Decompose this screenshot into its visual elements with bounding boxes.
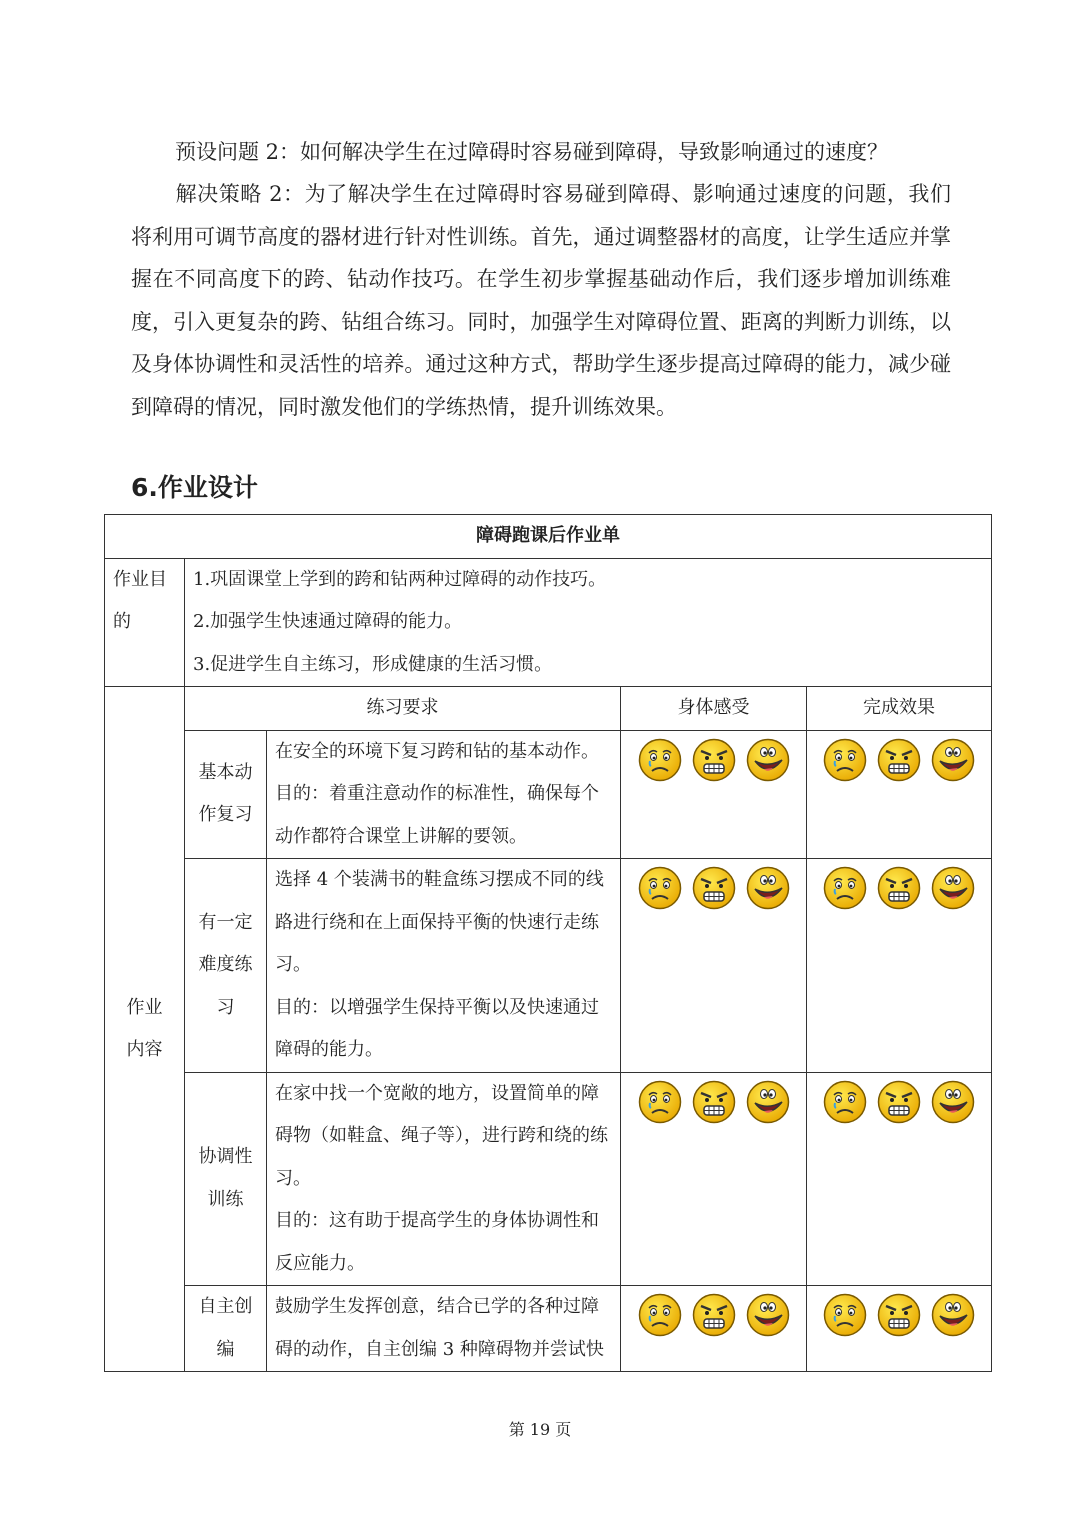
content-label: 作业内容 xyxy=(105,687,185,1372)
angry-face-icon[interactable] xyxy=(692,866,736,910)
exercise-name: 协调性训练 xyxy=(185,1072,267,1286)
purpose-list xyxy=(185,558,992,687)
strategy-2-paragraph: 解决策略 2：为了解决学生在过障碍时容易碰到障碍、影响通过速度的问题，我们将利用可调节高度的器材进行针对性训练。首先，通过调整器材的高度，让学生适应并掌握在不同高度下的跨、钻动作技巧。在学生初步掌握基础动作后，我们逐步增加训练难度，引入更复杂的跨、钻组合练习。同时，加强学生对障碍位置、距离的判断力训练，以及身体协调性和灵活性的培养。通过这种方式，帮助学生逐步提高过障碍的能力，减少碰到障碍的情况，同时激发他们的学练热情，提升训练效果。 xyxy=(131,182,951,419)
happy-face-icon[interactable] xyxy=(746,866,790,910)
header-requirements: 练习要求 xyxy=(185,687,621,731)
angry-face-icon[interactable] xyxy=(877,1080,921,1124)
homework-table xyxy=(104,514,992,1372)
angry-face-icon[interactable] xyxy=(692,1293,736,1337)
effect-faces xyxy=(807,859,992,1073)
angry-face-icon[interactable] xyxy=(877,1293,921,1337)
preset-question-2: 预设问题 2：如何解决学生在过障碍时容易碰到障碍，导致影响通过的速度？ xyxy=(175,140,889,164)
sad-face-icon[interactable] xyxy=(638,1293,682,1337)
exercise-desc: 鼓励学生发挥创意，结合已学的各种过障碍的动作，自主创编 3 种障碍物并尝试快 xyxy=(267,1286,621,1372)
happy-face-icon[interactable] xyxy=(746,1080,790,1124)
happy-face-icon[interactable] xyxy=(931,738,975,782)
purpose-label: 作业目的 xyxy=(105,558,185,687)
exercise-name: 有一定难度练习 xyxy=(185,859,267,1073)
exercise-name: 自主创编 xyxy=(185,1286,267,1372)
angry-face-icon[interactable] xyxy=(877,738,921,782)
sad-face-icon[interactable] xyxy=(638,738,682,782)
sad-face-icon[interactable] xyxy=(823,738,867,782)
purpose-item: 2.加强学生快速通过障碍的能力。 xyxy=(193,611,463,632)
exercise-desc: 在安全的环境下复习跨和钻的基本动作。 目的：着重注意动作的标准性，确保每个动作都符合课堂上讲解的要领。 xyxy=(267,730,621,859)
sad-face-icon[interactable] xyxy=(823,866,867,910)
sad-face-icon[interactable] xyxy=(823,1293,867,1337)
angry-face-icon[interactable] xyxy=(692,738,736,782)
happy-face-icon[interactable] xyxy=(931,866,975,910)
effect-faces xyxy=(807,730,992,859)
header-effect: 完成效果 xyxy=(807,687,992,731)
purpose-item: 3.促进学生自主练习，形成健康的生活习惯。 xyxy=(193,653,553,675)
sad-face-icon[interactable] xyxy=(638,1080,682,1124)
exercise-desc: 在家中找一个宽敞的地方，设置简单的障碍物（如鞋盒、绳子等），进行跨和绕的练习。 目的：这有助于提高学生的身体协调性和反应能力。 xyxy=(267,1072,621,1286)
purpose-item: 1.巩固课堂上学到的跨和钻两种过障碍的动作技巧。 xyxy=(193,568,607,590)
effect-faces xyxy=(807,1286,992,1372)
header-feeling: 身体感受 xyxy=(621,687,807,731)
feeling-faces xyxy=(621,1286,807,1372)
happy-face-icon[interactable] xyxy=(931,1293,975,1337)
happy-face-icon[interactable] xyxy=(931,1080,975,1124)
angry-face-icon[interactable] xyxy=(692,1080,736,1124)
sad-face-icon[interactable] xyxy=(638,866,682,910)
feeling-faces xyxy=(621,859,807,1073)
happy-face-icon[interactable] xyxy=(746,738,790,782)
exercise-name: 基本动作复习 xyxy=(185,730,267,859)
table-title: 障碍跑课后作业单 xyxy=(105,515,992,559)
sad-face-icon[interactable] xyxy=(823,1080,867,1124)
feeling-faces xyxy=(621,730,807,859)
effect-faces xyxy=(807,1072,992,1286)
happy-face-icon[interactable] xyxy=(746,1293,790,1337)
feeling-faces xyxy=(621,1072,807,1286)
angry-face-icon[interactable] xyxy=(877,866,921,910)
page-number: 第 19 页 xyxy=(508,1420,572,1439)
exercise-desc: 选择 4 个装满书的鞋盒练习摆成不同的线路进行绕和在上面保持平衡的快速行走练习。 目的：以增强学生保持平衡以及快速通过障碍的能力。 xyxy=(267,859,621,1073)
section-heading: 6.作业设计 xyxy=(131,473,258,502)
